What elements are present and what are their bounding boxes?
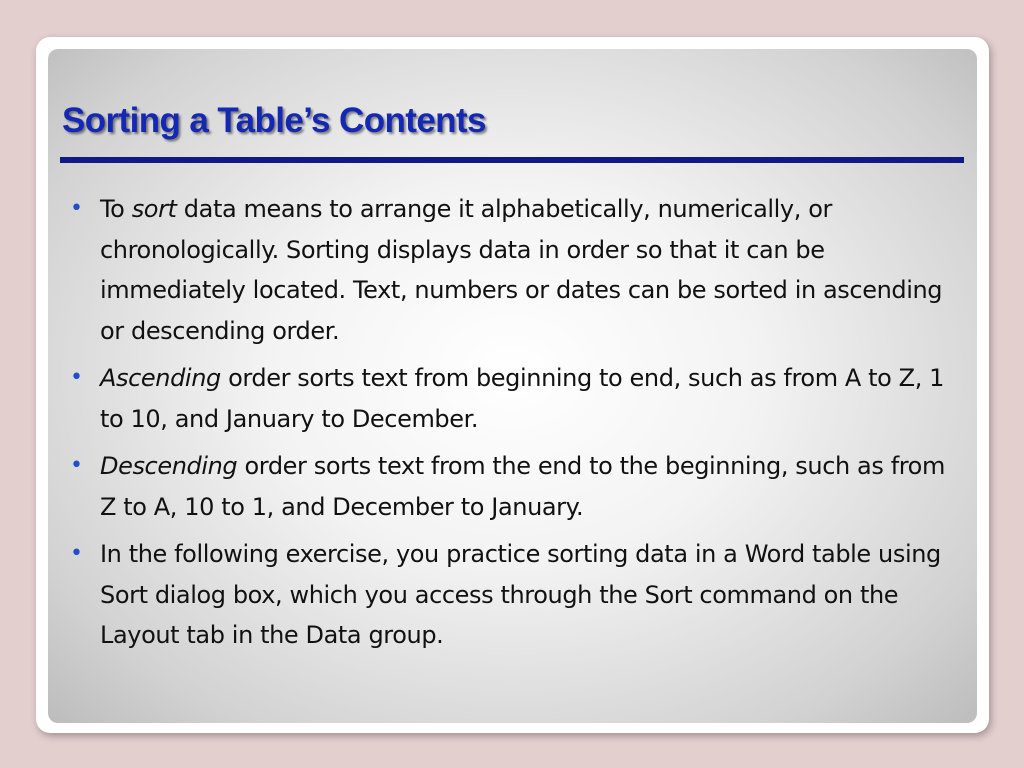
bullet-body-text: data means to arrange it alphabetically, numerically, or chronologically. Sorting displays data in order so that it can be immediately located. Text, numbers or dates can be sorted in ascending or descending order. — [100, 195, 943, 345]
bullet-item-sort-definition — [68, 189, 968, 351]
bullet-icon: • — [70, 365, 83, 390]
bullet-body-text: order sorts text from beginning to end, such as from A to Z, 1 to 10, and January to December. — [100, 364, 945, 433]
slide-title: Sorting a Table’s Contents — [62, 101, 486, 140]
bullet-list — [68, 189, 968, 663]
bullet-term: sort — [131, 195, 177, 223]
bullet-icon: • — [70, 541, 83, 566]
bullet-lead-text: To — [100, 195, 132, 223]
bullet-term: Descending — [100, 452, 238, 480]
bullet-term: Ascending — [100, 364, 221, 392]
slide-panel — [48, 49, 977, 723]
bullet-item-exercise — [68, 534, 968, 656]
bullet-body-text: In the following exercise, you practice sorting data in a Word table using Sort dialog box, which you access through the Sort command on the Layout tab in the Data group. — [100, 540, 941, 649]
title-underline-rule — [60, 157, 964, 163]
bullet-item-descending — [68, 446, 968, 527]
bullet-icon: • — [70, 196, 83, 221]
bullet-icon: • — [70, 453, 83, 478]
bullet-body-text: order sorts text from the end to the beginning, such as from Z to A, 10 to 1, and December to January. — [100, 452, 945, 521]
bullet-item-ascending — [68, 358, 968, 439]
